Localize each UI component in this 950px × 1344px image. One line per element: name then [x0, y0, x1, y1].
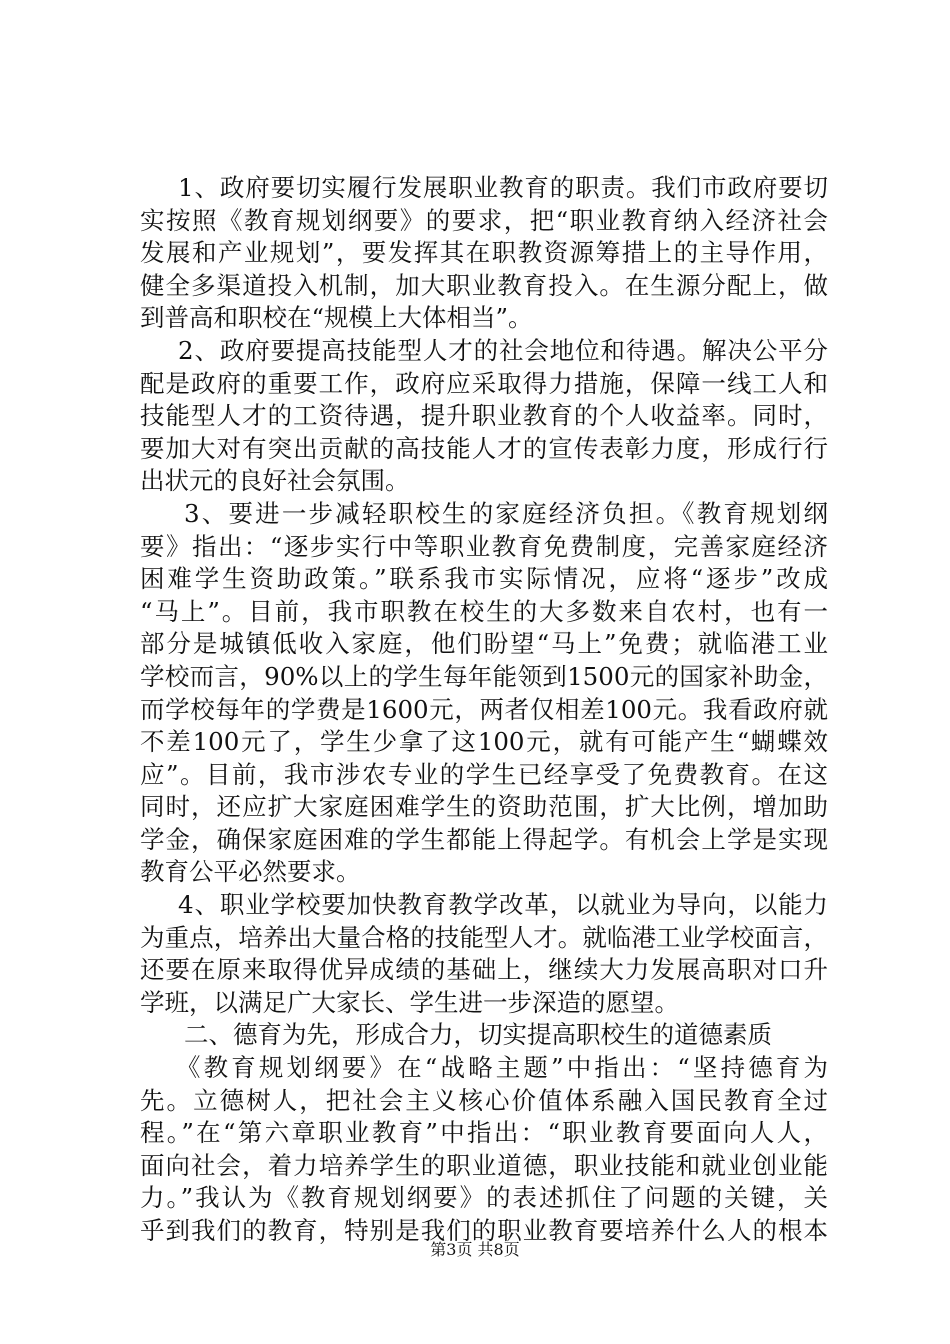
paragraph-2-line-5: 出状元的良好社会氛围。: [140, 466, 410, 496]
paragraph-5-line-1: 《教育规划纲要》在“战略主题”中指出：“坚持德育为: [176, 1053, 828, 1083]
paragraph-4-line-1: 4、职业学校要加快教育教学改革，以就业为导向，以能力: [178, 890, 828, 920]
section-heading: 二、德育为先，形成合力，切实提高职校生的道德素质: [184, 1020, 772, 1050]
paragraph-4-line-2: 为重点，培养出大量合格的技能型人才。就临港工业学校面言，: [140, 922, 828, 952]
paragraph-4-line-4: 学班，以满足广大家长、学生进一步深造的愿望。: [140, 987, 679, 1017]
paragraph-3-line-2: 要》指出：“逐步实行中等职业教育免费制度，完善家庭经济: [140, 531, 828, 561]
paragraph-1-line-4: 健全多渠道投入机制，加大职业教育投入。在生源分配上，做: [140, 270, 828, 300]
paragraph-2-line-2: 配是政府的重要工作，政府应采取得力措施，保障一线工人和: [140, 368, 828, 398]
paragraph-3-line-4: “马上”。目前，我市职教在校生的大多数来自农村，也有一: [140, 596, 828, 626]
paragraph-5-line-6: 乎到我们的教育，特别是我们的职业教育要培养什么人的根本: [140, 1216, 828, 1245]
paragraph-1-line-2: 实按照《教育规划纲要》的要求，把“职业教育纳入经济社会: [140, 205, 828, 235]
paragraph-3-line-7: 而学校每年的学费是1600元，两者仅相差100元。我看政府就: [140, 694, 828, 724]
paragraph-5-line-3: 程。”在“第六章职业教育”中指出：“职业教育要面向人人，: [140, 1118, 828, 1148]
paragraph-3-line-9: 应”。目前，我市涉农专业的学生已经享受了免费教育。在这: [140, 759, 828, 789]
paragraph-1-line-3: 发展和产业规划”，要发挥其在职教资源筹措上的主导作用，: [140, 238, 828, 268]
paragraph-3-line-1: 3、要进一步减轻职校生的家庭经济负担。《教育规划纲: [184, 498, 828, 528]
body-text: [140, 172, 828, 1248]
paragraph-5-line-4: 面向社会，着力培养学生的职业道德，职业技能和就业创业能: [140, 1150, 828, 1180]
paragraph-5-line-5: 力。”我认为《教育规划纲要》的表述抓住了问题的关键，关: [140, 1183, 828, 1213]
paragraph-3-line-10: 同时，还应扩大家庭困难学生的资助范围，扩大比例，增加助: [140, 792, 828, 822]
paragraph-2-line-4: 要加大对有突出贡献的高技能人才的宣传表彰力度，形成行行: [140, 433, 828, 463]
paragraph-4-line-3: 还要在原来取得优异成绩的基础上，继续大力发展高职对口升: [140, 955, 828, 985]
paragraph-3-line-6: 学校而言，90%以上的学生每年能领到1500元的国家补助金，: [140, 661, 828, 691]
paragraph-2-line-1: 2、政府要提高技能型人才的社会地位和待遇。解决公平分: [178, 335, 828, 365]
paragraph-3-line-3: 困难学生资助政策。”联系我市实际情况，应将“逐步”改成: [140, 564, 828, 594]
paragraph-3-line-8: 不差100元了，学生少拿了这100元，就有可能产生“蝴蝶效: [140, 727, 828, 757]
paragraph-3-line-5: 部分是城镇低收入家庭，他们盼望“马上”免费；就临港工业: [140, 629, 828, 659]
page-number-footer: 第3页 共8页: [430, 1240, 520, 1259]
paragraph-1-line-5: 到普高和职校在“规模上大体相当”。: [140, 303, 533, 333]
paragraph-3-line-11: 学金，确保家庭困难的学生都能上得起学。有机会上学是实现: [140, 824, 828, 854]
paragraph-1-line-1: 1、政府要切实履行发展职业教育的职责。我们市政府要切: [178, 173, 828, 202]
paragraph-3-line-12: 教育公平必然要求。: [140, 857, 361, 887]
paragraph-5-line-2: 先。立德树人，把社会主义核心价值体系融入国民教育全过: [140, 1085, 828, 1115]
paragraph-2-line-3: 技能型人才的工资待遇，提升职业教育的个人收益率。同时，: [140, 401, 828, 431]
